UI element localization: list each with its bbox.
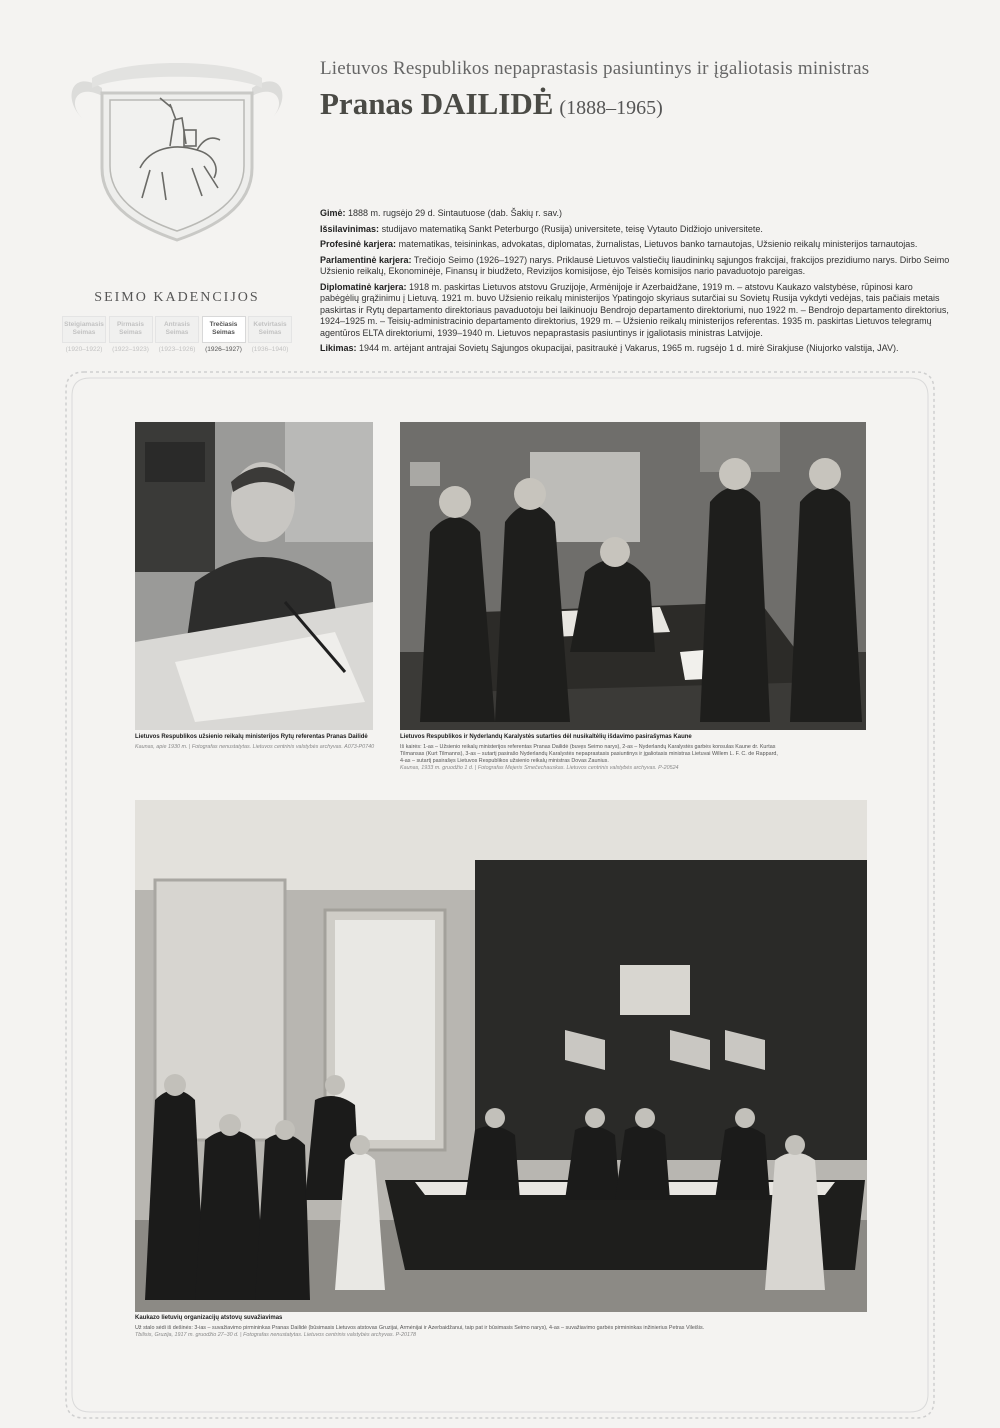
term-antrasis: Antrasis Seimas (1923–1926) — [155, 316, 199, 353]
term-ketvirtasis: Ketvirtasis Seimas (1936–1940) — [248, 316, 292, 353]
coat-of-arms-vytis-icon — [62, 48, 292, 248]
life-years: (1888–1965) — [559, 97, 663, 119]
seimas-terms-title: SEIMO KADENCIJOS — [94, 290, 260, 305]
bio-diplomatic: Diplomatinė karjera: 1918 m. paskirtas Lietuvos atstovu Gruzijoje, Armėnijoje ir Azerbaidžane, 1919 m. – atstovu Kaukazo valstybėse, rūpinosi karo pabėgėlių grąžinimu į Lietuvą. 1921 m. buvo Užsienio reikalų ministerijos Ypatingojo skyriaus sutarčiai su Sovietų Rusija vykdyti vedėjas, tais pačiais metais paskirtas ir Rytų departamento direktoriaus pavaduotoju bei laikinuoju Bendrojo departamento direktoriumi, nuo 1922 m. – Bendrojo departamento direktorius, 1924–1925 m. – Teisių-administracinio departamento direktorius, 1929 m. – Užsienio reikalų ministerijos referentas. 1935 m. paskirtas Lietuvos telegramų agentūros ELTA direktoriumi, 1939–1940 m. Lietuvos nepaprastasis pasiuntinys ir įgaliotasis ministras Latvijoje. — [320, 281, 949, 338]
bio-education: Išsilavinimas: studijavo matematiką Sankt Peterburgo (Rusija) universitete, teisę Vytauto Didžiojo universitete. — [320, 223, 763, 234]
term-steigiamasis: Steigiamasis Seimas (1920–1922) — [62, 316, 106, 353]
caption-photo-1: Lietuvos Respublikos užsienio reikalų ministerijos Rytų referentas Pranas Dailidė Kaunas, apie 1930 m. | Fotografas nenustatytas. Lietuvos centrinis valstybės archyvas. A073-P0740 — [135, 734, 375, 750]
caption-photo-3: Kaukazo lietuvių organizacijų atstovų suvažiavimas Už stalo sėdi iš dešinės: 3-ias – suvažiavimo pirmininkas Pranas Dailidė (būsimasis Lietuvos atstovas Gruzijai, Armėnijai ir Azerbaidžanui, taip pat ir būsimasis Seimo narys), 4-as – suvažiavimo garbės pirmininkas inžinierius Petras Vileišis. Tbilisis, Gruzija, 1917 m. gruodžio 27–30 d. | Fotografas nenustatytas. Lietuvos centrinis valstybės archyvas. P-20178 — [135, 1315, 705, 1338]
bio-born: Gimė: 1888 m. rugsėjo 29 d. Sintautuose (dab. Šakių r. sav.) — [320, 208, 562, 218]
seimas-terms — [62, 290, 292, 353]
person-name: Pranas DAILIDĖ — [320, 86, 554, 121]
page-header — [320, 58, 960, 122]
biography — [320, 208, 950, 359]
bio-fate: Likimas: 1944 m. artėjant antrajai Sovietų Sąjungos okupacijai, pasitraukė į Vakarus, 1965 m. rugsėjo 1 d. mirė Sirakjuse (Niujorko valstija, JAV). — [320, 343, 899, 354]
bio-professional: Profesinė karjera: matematikas, teisininkas, advokatas, diplomatas, žurnalistas, Lietuvos banko tarnautojas, Užsienio reikalų ministerijos tarnautojas. — [320, 239, 918, 250]
term-pirmasis: Pirmasis Seimas (1922–1923) — [109, 316, 153, 353]
bio-parliamentary: Parlamentinė karjera: Trečiojo Seimo (1926–1927) narys. Priklausė Lietuvos valstiečių liaudininkų sąjungos frakcijai, frakcijos prezidiumo narys. Dirbo Seimo Užsienio reikalų, Ekonominėje, Finansų ir biudžeto, Revizijos komisijose, ėjo Teisės komisijos nario pavaduotojo pareigas. — [320, 254, 950, 277]
page-title — [320, 86, 960, 122]
photo-caucasus-congress — [135, 800, 867, 1312]
page-subtitle: Lietuvos Respublikos nepaprastasis pasiuntinys ir įgaliotasis ministras — [320, 58, 870, 79]
photo-treaty-signing — [400, 422, 866, 730]
term-treciasis: Trečiasis Seimas (1926–1927) — [202, 316, 246, 353]
photo-portrait-dailide — [135, 422, 373, 730]
caption-photo-2: Lietuvos Respublikos ir Nyderlandų Karalystės sutarties dėl nusikaltėlių išdavimo pasirašymas Kaune Iš kairės: 1-as – Užsienio reikalų ministerijos referentas Pranas Dailidė (buvęs Seimo narys), 2-as – Nyderlandų Karalystės garbės konsulas Kaune dr. Kurtas Tilmansas (Kurt Tilmanns), 3-as – sutartį pasirašo Nyderlandų Karalystės nepaprastasis pasiuntinys ir įgaliotasis ministras Lietuvai Willem L. F. C. de Rappard, 4-as – sutartį pasirašęs Lietuvos Respublikos užsienio reikalų ministras Dovas Zaunius. Kaunas, 1933 m. gruodžio 1 d. | Fotografas Mejeris Smečechauskas. Lietuvos centrinis valstybės archyvas. P-20524 — [400, 734, 778, 771]
